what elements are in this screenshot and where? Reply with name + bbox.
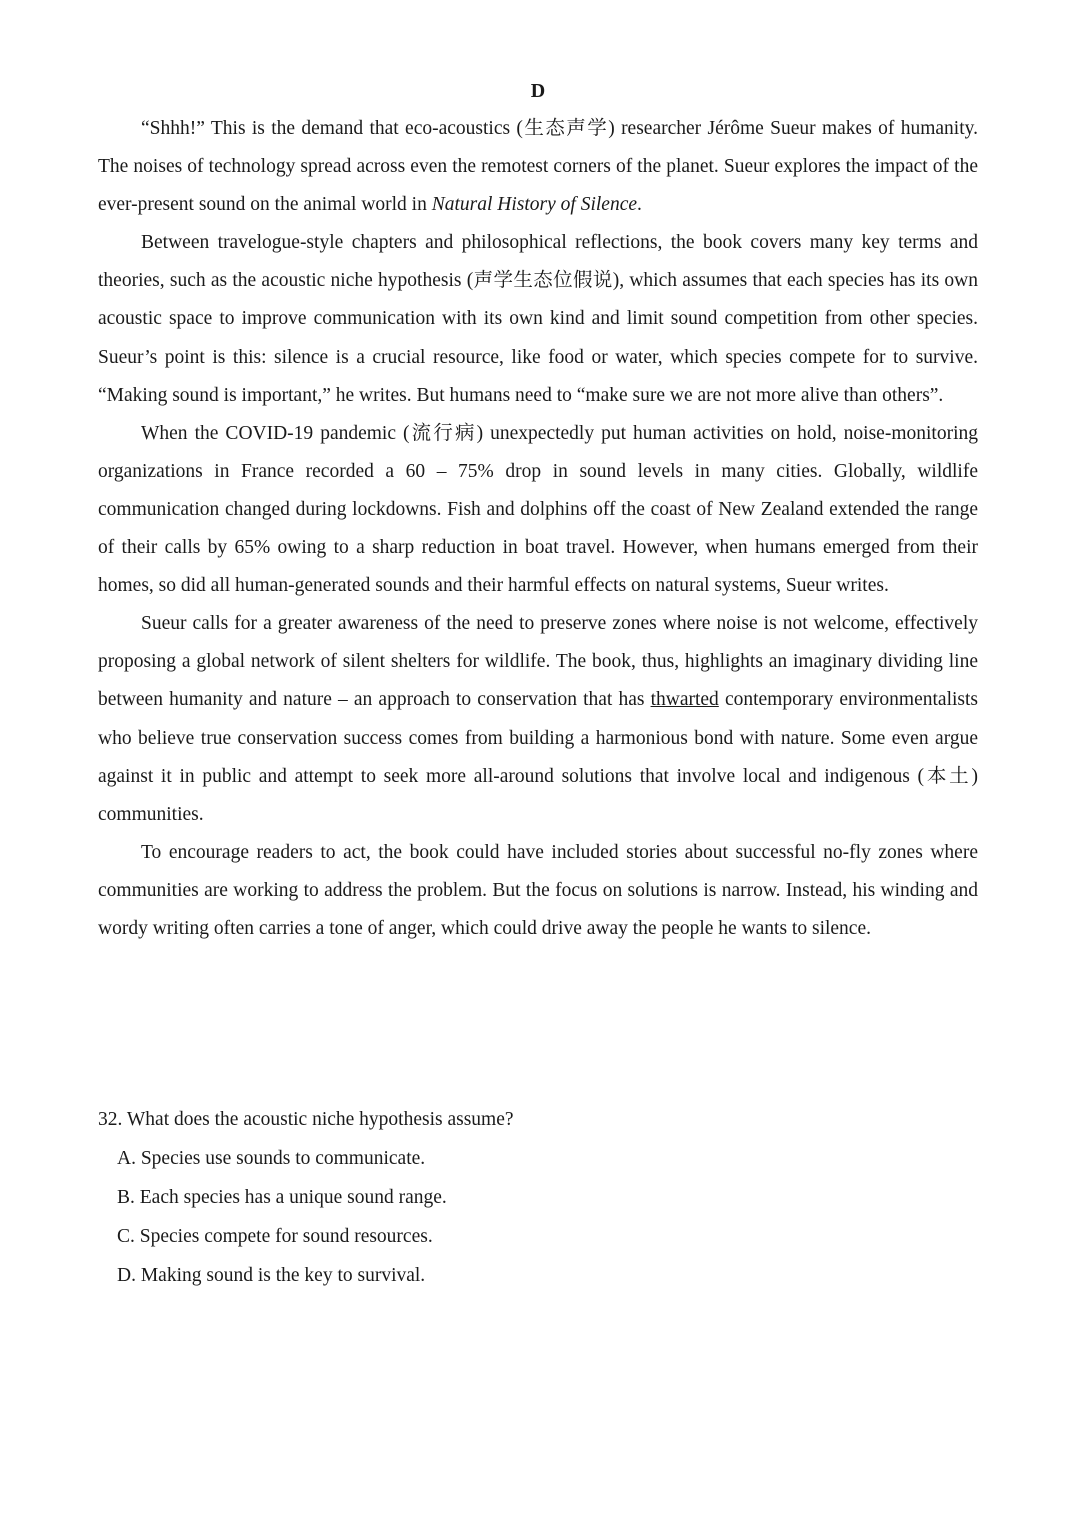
passage-paragraph-4 [98, 605, 978, 834]
paragraph-1-end: . [637, 194, 642, 216]
passage-paragraph-2: Between travelogue-style chapters and philosophical reflections, the book covers many key terms and theories, such as the acoustic niche hypothesis (声学生态位假说), which assumes that each species has its own acoustic space to improve communication with its own kind and limit sound competition from other species. Sueur’s point is this: silence is a crucial resource, like food or water, which species compete for to survive. “Making sound is important,” he writes. But humans need to “make sure we are not more alive than others”. [98, 232, 978, 406]
option-a: A. Species use sounds to communicate. [117, 1148, 426, 1169]
passage-paragraph-1 [98, 110, 978, 224]
option-b: B. Each species has a unique sound range. [117, 1187, 447, 1208]
passage-paragraph-5: To encourage readers to act, the book could have included stories about successful no-fly zones where communities are working to address the problem. But the focus on solutions is narrow. Instead, his winding and wordy writing often carries a tone of anger, which could drive away the people he wants to silence. [98, 841, 978, 939]
question-stem: 32. What does the acoustic niche hypothesis assume? [98, 1109, 514, 1130]
option-d: D. Making sound is the key to survival. [117, 1265, 426, 1286]
passage-section [98, 72, 978, 948]
paragraph-4-end: contemporary environmentalists who believe true conservation success comes from building a harmonious bond with nature. Some even argue against it in public and attempt to seek more all-around solutions that involve local and indigenous (本土) communities. [98, 689, 978, 825]
option-c: C. Species compete for sound resources. [117, 1226, 433, 1247]
question-32 [98, 1100, 978, 1295]
paragraph-1-text: “Shhh!” This is the demand that eco-acoustics (生态声学) researcher Jérôme Sueur makes of humanity. The noises of technology spread across even the remotest corners of the planet. Sueur explores the impact of the ever-present sound on the animal world in [98, 118, 978, 216]
underlined-word: thwarted [650, 689, 719, 711]
book-title: Natural History of Silence [431, 194, 638, 216]
passage-paragraph-3: When the COVID-19 pandemic (流行病) unexpectedly put human activities on hold, noise-monitoring organizations in France recorded a 60 – 75% drop in sound levels in many cities. Globally, wildlife communication changed during lockdowns. Fish and dolphins off the coast of New Zealand extended the range of their calls by 65% owing to a sharp reduction in boat travel. However, when humans emerged from their homes, so did all human-generated sounds and their harmful effects on natural systems, Sueur writes. [98, 422, 978, 597]
section-title: D [530, 80, 546, 102]
answer-options [98, 1139, 978, 1295]
paragraph-4-text: Sueur calls for a greater awareness of the need to preserve zones where noise is not welcome, effectively proposing a global network of silent shelters for wildlife. The book, thus, highlights an imaginary dividing line between humanity and nature – an approach to conservation that has [98, 613, 978, 711]
